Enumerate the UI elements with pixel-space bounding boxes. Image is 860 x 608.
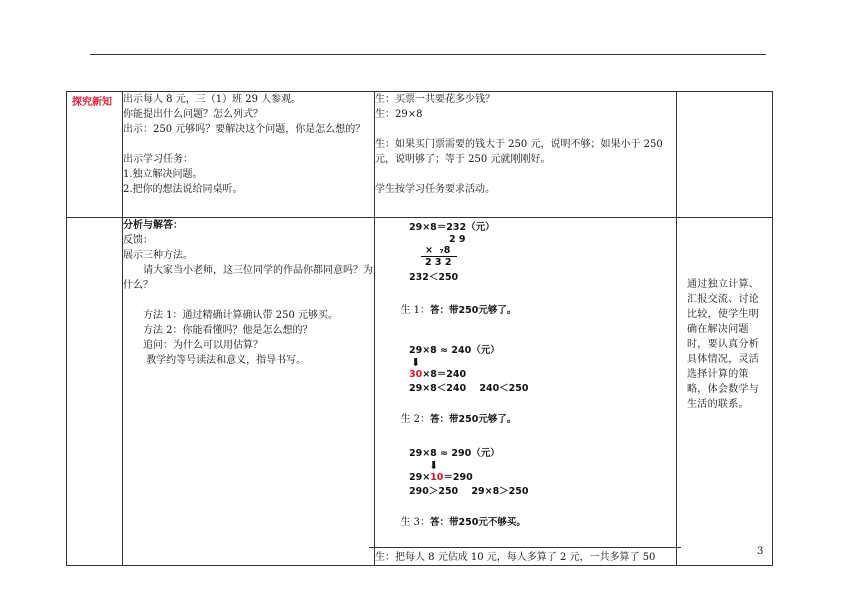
teacher-line: 1.独立解决问题。 [123,169,203,180]
s1-answer: 答：带250元够了。 [429,305,517,316]
teacher-line: 2.把你的想法说给同桌听。 [123,184,243,195]
method-line: 方法 2：你能看懂吗？他是怎么想的？ [143,325,313,336]
s3-label: 生 3： [400,517,430,528]
student-line: 学生按学习任务要求活动。 [375,184,495,195]
s1-label: 生 1： [400,305,430,316]
s2-est-red: 30 [409,369,423,380]
teacher-activity [123,92,375,218]
student3-work [409,448,676,498]
method-line: 教学约等号读法和意义，指导书写。 [143,355,307,366]
s3-answer: 答：带250元不够买。 [429,517,526,528]
section-label: 探究新知 [67,92,123,218]
student-activity [375,92,677,218]
s3-estimate: 29×8 ≈ 290（元） [409,448,500,459]
s1-compare: 232＜250 [409,272,459,283]
s3-est-red: 10 [430,472,444,483]
s1-mult-top: 2 9 [449,234,466,245]
s2-compare: 29×8＜240 240＜250 [409,383,529,394]
down-arrow-icon: ⬇ [429,459,439,472]
s3-est-line [409,472,676,484]
s2-label: 生 2： [400,414,430,425]
student2-work [409,345,676,395]
teacher-line: 请大家当小老师，这三位同学的作品你都同意吗？为什么？ [123,265,373,291]
method-line: 方法 1：通过精确计算确认带 250 元够买。 [143,310,338,321]
down-arrow-icon: ⬇ [411,356,421,369]
s3-compare: 290＞250 29×8＞250 [409,486,529,497]
s3-est-pre: 29× [409,472,431,483]
s1-mult-op: × ₇8 [425,245,451,256]
design-intent-empty [677,92,773,218]
section-label-empty [67,218,123,566]
teacher-line: 你能提出什么问题？怎么列式？ [123,109,263,120]
table-row [67,218,773,566]
s3-answer-line [375,500,676,545]
header-rule [90,54,766,55]
s1-answer-line [375,288,676,333]
student-line: 生：把每人 8 元估成 10 元，每人多算了 2 元，一共多算了 50 [375,552,656,563]
teacher-line: 反馈： [123,235,153,246]
method-line: 追问：为什么可以用估算？ [143,340,263,351]
student-work [375,218,677,566]
analysis-heading: 分析与解答： [123,220,183,231]
student1-work [409,222,676,284]
student-line: 生：如果买门票需要的钱大于 250 元，说明不够；如果小于 250 元，说明够了；等于 250 元就刚刚好。 [375,139,666,165]
teacher-line: 出示每人 8 元，三（1）班 29 人参观。 [123,94,302,105]
s1-equation: 29×8＝232（元） [409,222,495,233]
s2-answer: 答：带250元够了。 [429,414,517,425]
s3-est-rest: ＝290 [443,472,473,483]
page-number: 3 [757,546,764,557]
teacher-line: 展示三种方法。 [123,250,193,261]
student-line: 生：29×8 [375,109,423,120]
s2-answer-line [375,397,676,442]
teacher-line: 出示：250 元够吗？要解决这个问题，你是怎么想的？ [123,124,366,135]
student-line: 生：买票一共要花多少钱？ [375,94,495,105]
s2-estimate: 29×8 ≈ 240（元） [409,345,500,356]
s2-est-rest: ×8＝240 [422,369,467,380]
teacher-line: 出示学习任务： [123,154,193,165]
table-row [67,92,773,218]
s2-est-line [409,369,676,381]
lesson-plan-table [66,91,773,566]
s1-mult-result: 2 3 2 [425,257,452,268]
teacher-activity [123,218,375,566]
design-intent: 通过独立计算、汇报交流、讨论比较，使学生明确在解决问题时，要认真分析具体情况，灵活选择计算的策略，体会数学与生活的联系。 [677,218,773,566]
last-student-line-box [369,547,681,565]
